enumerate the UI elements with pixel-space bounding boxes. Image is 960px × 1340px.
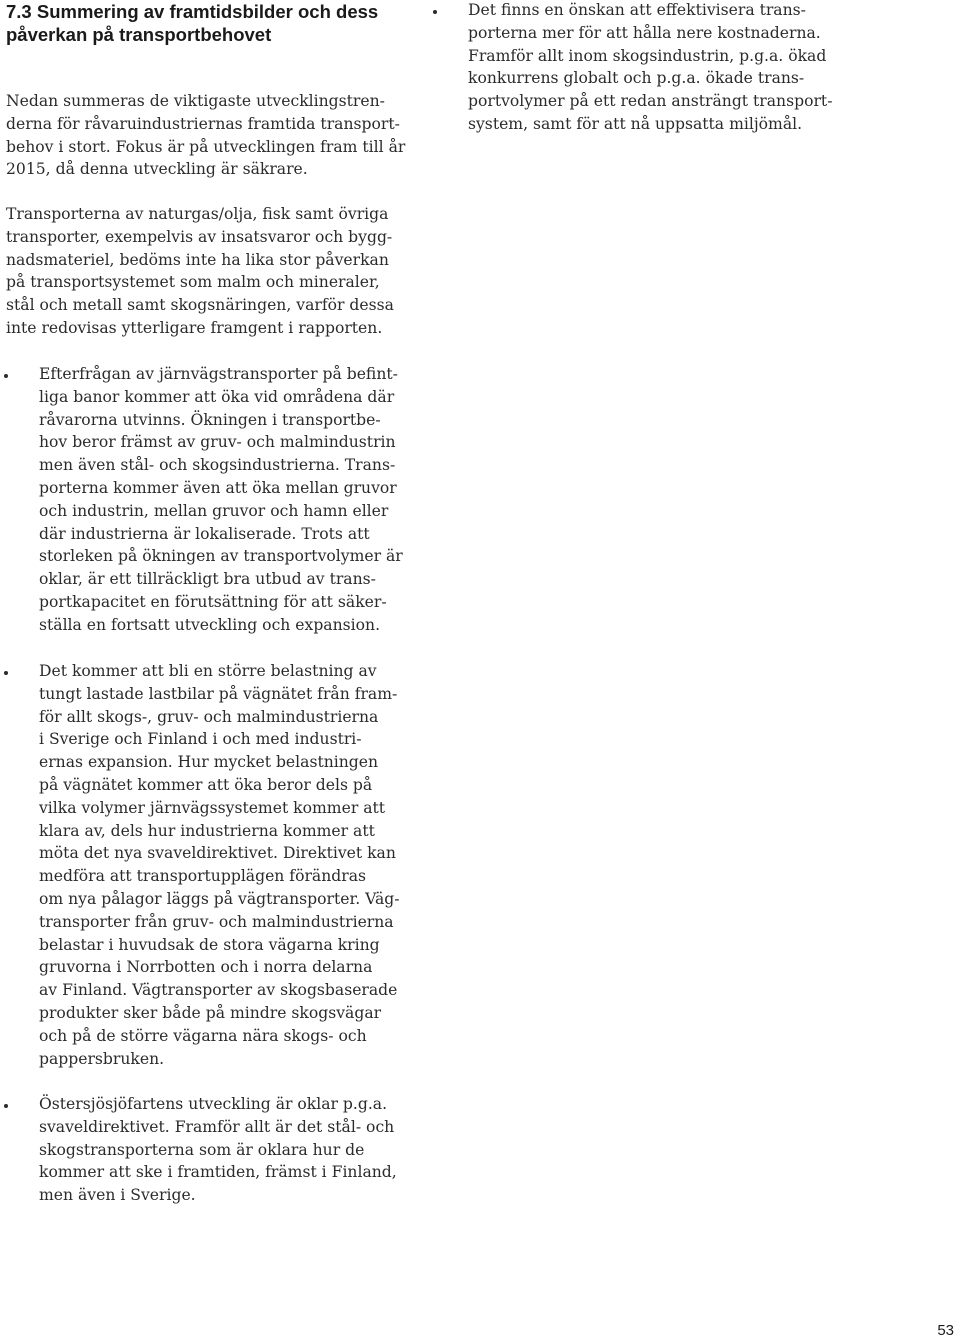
bullet-icon [4, 1104, 8, 1108]
section-heading [6, 0, 426, 46]
section-number: 7.3 [6, 1, 32, 22]
intro-paragraph: Nedan summeras de viktigaste utvecklingstren- derna för råvaruindustriernas framtida transport- behov i stort. Fokus är på utvecklingen fram till år 2015, då denna utveckling är säkrare. [6, 92, 406, 179]
bullet-icon [4, 374, 8, 378]
bullet-icon [433, 10, 437, 14]
bullet-text-road: Det kommer att bli en större belastning av tungt lastade lastbilar på vägnätet från fram- för allt skogs-, gruv- och malmindustrierna i Sverige och Finland i och med industri- ernas expansion. Hur mycket belastningen på vägnätet kommer att öka beror dels på vilka volymer järnvägssystemet kommer att klara av, dels hur industrierna kommer att möta det nya svaveldirektivet. Direktivet kan medföra att transportupplägen förändras om nya pålagor läggs på vägtransporter. Väg- transporter från gruv- och malmindustrierna belastar i huvudsak de stora vägarna kring gruvorna i Norrbotten och i norra delarna av Finland. Vägtransporter av skogsbaserade produkter sker både på mindre skogsvägar och på de större vägarna nära skogs- och pappersbruken. [39, 662, 400, 1068]
page-number: 53 [937, 1322, 954, 1339]
section-title: Summering av framtidsbilder och dess påverkan på transportbehovet [6, 1, 379, 45]
bullet-text-shipping: Östersjösjöfartens utveckling är oklar p.g.a. svaveldirektivet. Framför allt är det stål- och skogstransporterna som är oklara hur de kommer att ske i framtiden, främst i Finland, men även i Sverige. [39, 1095, 397, 1205]
bullet-text-railway: Efterfrågan av järnvägstransporter på befint- liga banor kommer att öka vid områdena där råvarorna utvinns. Ökningen i transportbe- hov beror främst av gruv- och malmindustrin men även stål- och skogsindustrierna. Trans- porterna kommer även att öka mellan gruvor och industrin, mellan gruvor och hamn eller där industrierna är lokaliserade. Trots att storleken på ökningen av transportvolymer är oklar, är ett tillräckligt bra utbud av trans- portkapacitet en förutsättning för att säker- ställa en fortsatt utveckling och expansion. [39, 365, 403, 634]
transport-paragraph: Transporterna av naturgas/olja, fisk samt övriga transporter, exempelvis av insatsvaror och bygg- nadsmateriel, bedöms inte ha lika stor påverkan på transportsystemet som malm och mineraler, stål och metall samt skogsnäringen, varför dessa inte redovisas ytterligare framgent i rapporten. [6, 205, 394, 337]
bullet-text-efficiency: Det finns en önskan att effektivisera trans- porterna mer för att hålla nere kostnaderna. Framför allt inom skogsindustrin, p.g.a. ökad konkurrens globalt och p.g.a. ökade trans- portvolymer på ett redan ansträngt transport- system, samt för att nå uppsatta miljömål. [468, 1, 833, 133]
bullet-icon [4, 671, 8, 675]
